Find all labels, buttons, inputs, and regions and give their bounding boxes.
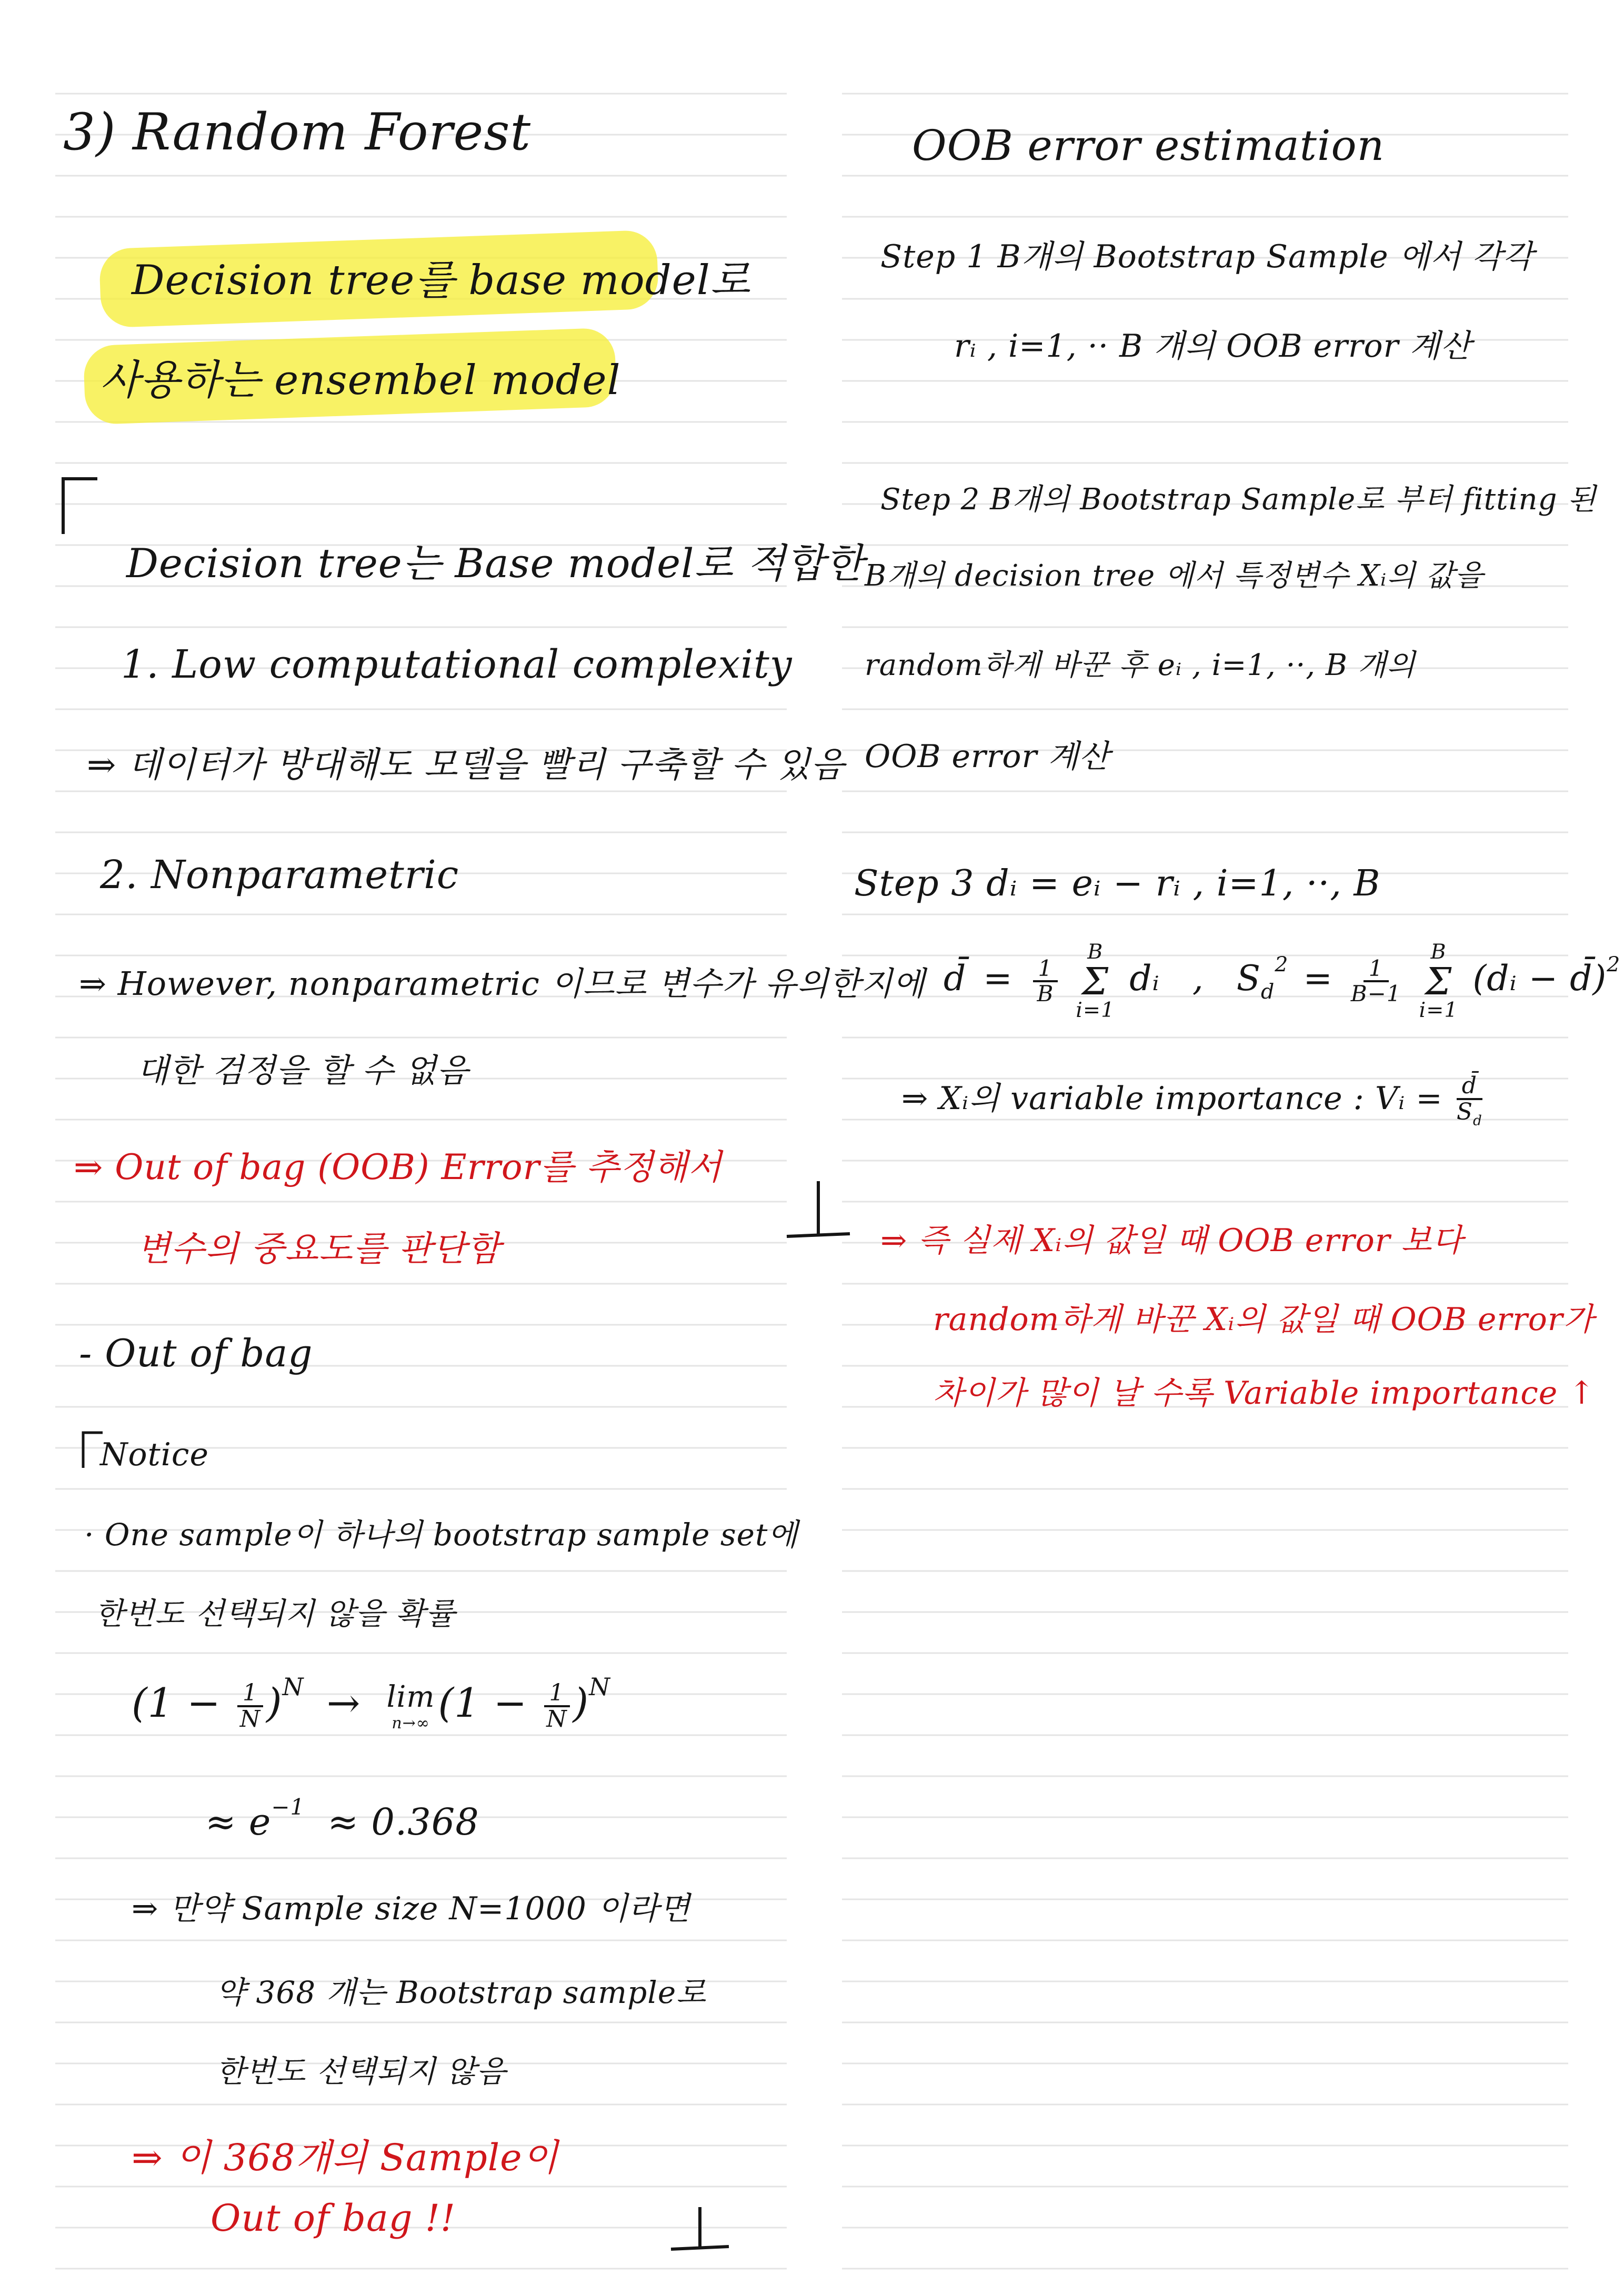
formula-arrow: → — [326, 1679, 361, 1727]
frac-1-over-Bm1 — [1351, 957, 1401, 1005]
notice-line-2: 한번도 선택되지 않을 확률 — [95, 1596, 456, 1632]
importance-label: ⇒ Xᵢ의 variable importance : Vᵢ = — [901, 1080, 1443, 1117]
item2-title: 2. Nonparametric — [100, 852, 459, 898]
approx-exp: −1 — [271, 1794, 305, 1820]
step2-line-3: random하게 바꾼 후 eᵢ , i=1, ··, B 개의 — [865, 648, 1416, 682]
intro-line-1: Decision tree를 base model로 — [132, 257, 751, 304]
oob-heading: - Out of bag — [79, 1331, 313, 1375]
frac-den: N — [239, 1706, 261, 1733]
formula-close-2: ) — [573, 1679, 589, 1727]
right-column — [812, 0, 1624, 2296]
variance-sq: 2 — [1607, 952, 1621, 977]
item2-note-1: ⇒ However, nonparametric 이므로 변수가 유의한지에 — [79, 964, 925, 1003]
step1-line-1: Step 1 B개의 Bootstrap Sample 에서 각각 — [880, 238, 1534, 275]
sd-sub: d — [1260, 980, 1275, 1004]
imp-den — [1457, 1100, 1482, 1128]
eq-1: = — [983, 958, 1013, 999]
lim-sub: n→∞ — [392, 1714, 430, 1733]
formula-rhs-open: (1 − — [438, 1679, 541, 1727]
page-end-mark — [668, 2204, 731, 2257]
base-heading: Decision tree는 Base model로 적합한 — [126, 540, 865, 587]
example-line-2: 약 368 개는 Bootstrap sample로 — [216, 1975, 707, 2010]
red-explain-3: 차이가 많이 날 수록 Variable importance ↑ — [933, 1375, 1596, 1412]
step1-line-2: rᵢ , i=1, ·· B 개의 OOB error 계산 — [954, 328, 1472, 365]
importance-line — [901, 1073, 1486, 1128]
red-note-2: 변수의 중요도를 판단함 — [137, 1228, 501, 1269]
approx-value: ≈ 0.368 — [327, 1800, 479, 1844]
variance-term: (dᵢ − d̄) — [1472, 958, 1607, 999]
intro-line-2: 사용하는 ensembel model — [100, 357, 621, 404]
step3-formula — [944, 942, 1620, 1021]
item2-note-2: 대한 검정을 할 수 없음 — [137, 1051, 469, 1090]
imp-den-sub: d — [1472, 1112, 1482, 1129]
dbar: d̄ — [944, 958, 967, 999]
frac-den-2: N — [546, 1706, 567, 1733]
lim-label: lim — [386, 1680, 435, 1715]
di-term: dᵢ — [1129, 958, 1160, 999]
example-line-3: 한번도 선택되지 않음 — [216, 2053, 507, 2089]
sum1-top: B — [1087, 940, 1104, 964]
imp-den-s: S — [1456, 1098, 1473, 1125]
step2-line-1: Step 2 B개의 Bootstrap Sample로 부터 fitting 된 — [880, 482, 1597, 517]
frac-bm1-num: 1 — [1364, 957, 1389, 982]
example-line-1: ⇒ 만약 Sample size N=1000 이라면 — [132, 1890, 690, 1927]
item1-note: ⇒ 데이터가 방대해도 모델을 빨리 구축할 수 있음 — [87, 744, 845, 785]
sum2-top: B — [1430, 940, 1447, 964]
eq-2: = — [1303, 958, 1333, 999]
limit-op — [387, 1680, 435, 1733]
step2-line-4: OOB error 계산 — [865, 738, 1110, 775]
sum1-sigma: Σ — [1081, 959, 1109, 1003]
item1-title: 1. Low computational complexity — [121, 642, 793, 687]
fraction-1-over-N-2 — [544, 1681, 570, 1731]
section-title: 3) Random Forest — [63, 103, 532, 162]
frac-1-over-B — [1033, 957, 1058, 1005]
formula-lhs-open: (1 − — [132, 1679, 234, 1727]
step3-line-1: Step 3 dᵢ = eᵢ − rᵢ , i=1, ··, B — [854, 863, 1381, 904]
importance-frac — [1457, 1074, 1482, 1128]
sd-sup: 2 — [1275, 952, 1289, 977]
sum-op-1 — [1076, 942, 1115, 1021]
red-note-1: ⇒ Out of bag (OOB) Error를 추정해서 — [74, 1147, 722, 1187]
notice-line-1: · One sample이 하나의 bootstrap sample set에 — [84, 1517, 798, 1553]
red-conclusion-2: Out of bag !! — [210, 2197, 456, 2240]
step2-line-2: B개의 decision tree 에서 특정변수 Xᵢ의 값을 — [865, 559, 1484, 593]
sum2-sigma: Σ — [1425, 959, 1452, 1003]
sum2-bot: i=1 — [1419, 998, 1458, 1022]
notice-label: Notice — [100, 1436, 209, 1473]
frac-num: 1 — [237, 1681, 263, 1707]
red-explain-2: random하게 바꾼 Xᵢ의 값일 때 OOB error가 — [933, 1301, 1595, 1338]
formula-power: N — [282, 1673, 304, 1701]
frac-b-den: B — [1037, 981, 1054, 1007]
red-explain-1: ⇒ 즉 실제 Xᵢ의 값일 때 OOB error 보다 — [880, 1222, 1463, 1259]
formula-power-2: N — [589, 1673, 611, 1701]
sd-symbol: S — [1236, 958, 1261, 999]
sum1-bot: i=1 — [1076, 998, 1115, 1022]
frac-b-num: 1 — [1033, 957, 1058, 982]
oob-title: OOB error estimation — [912, 121, 1385, 170]
red-conclusion-1: ⇒ 이 368개의 Sample이 — [132, 2136, 559, 2179]
section-bracket — [58, 474, 100, 537]
fraction-1-over-N — [237, 1681, 263, 1731]
sep: , — [1192, 958, 1204, 999]
frac-bm1-den: B−1 — [1350, 981, 1401, 1007]
sum-op-2 — [1419, 942, 1458, 1021]
formula-close: ) — [266, 1679, 283, 1727]
imp-num: d̄ — [1457, 1074, 1482, 1100]
approx-line — [205, 1794, 479, 1844]
approx-e: ≈ e — [205, 1800, 272, 1844]
limit-formula — [132, 1673, 610, 1733]
frac-num-2: 1 — [544, 1681, 570, 1707]
